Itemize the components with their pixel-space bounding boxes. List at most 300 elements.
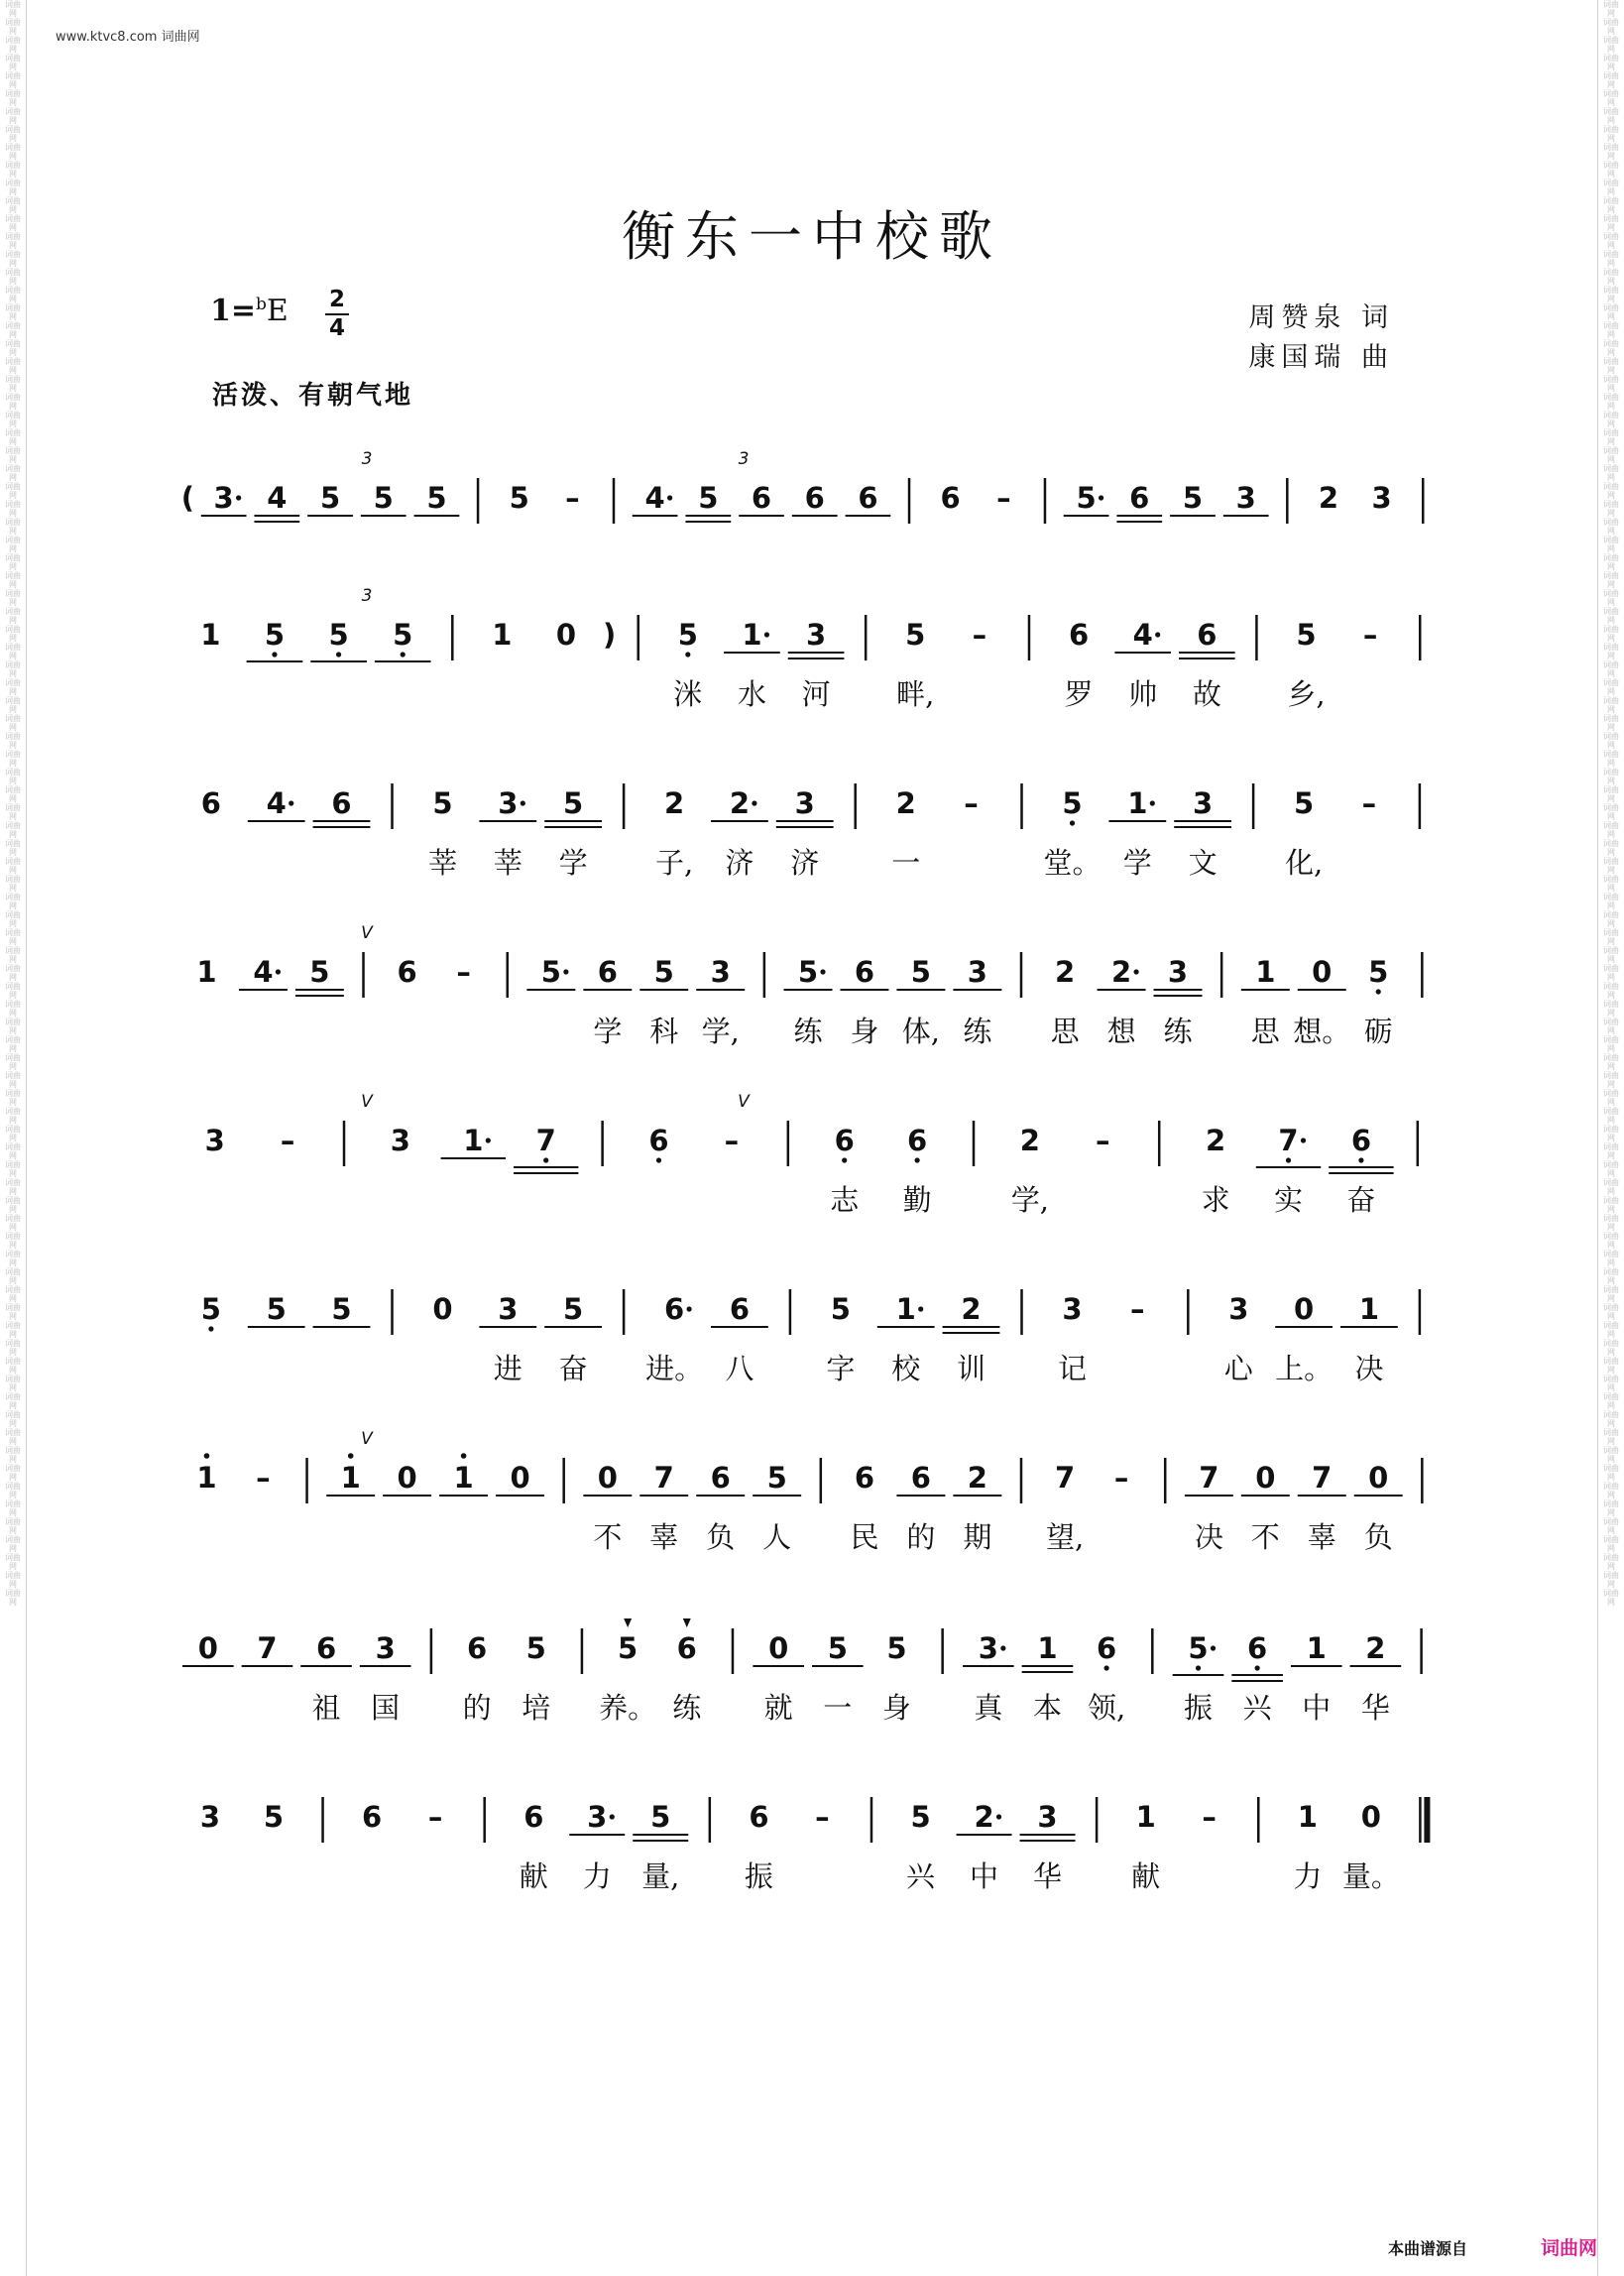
time-signature-bottom: 4: [328, 315, 345, 341]
note: 5: [618, 1631, 638, 1665]
note: 5: [540, 955, 561, 989]
breath-mark: V: [738, 1092, 750, 1112]
note: 6: [397, 955, 417, 989]
augmentation-dot: [996, 1814, 1001, 1819]
lyric-syllable: 培: [522, 1691, 551, 1725]
note: 2: [895, 786, 916, 820]
octave-dot-low: [915, 1157, 920, 1162]
note: 5: [266, 1292, 287, 1326]
lyric-syllable: 身: [850, 1015, 879, 1048]
lyric-syllable: 河: [801, 677, 831, 711]
note: 1: [1037, 1631, 1058, 1665]
note: 7: [1055, 1461, 1076, 1495]
lyric-syllable: 中: [970, 1859, 999, 1893]
footer-brand-logo[interactable]: 词曲网: [1541, 2237, 1598, 2259]
note: 1: [1255, 955, 1276, 989]
note: 6: [1068, 618, 1090, 652]
augmentation-dot: [610, 1814, 615, 1819]
lyric-syllable: 民: [850, 1520, 879, 1554]
note: –: [996, 481, 1011, 515]
note: 3: [710, 955, 731, 989]
note: 6: [676, 1631, 697, 1665]
augmentation-dot: [236, 495, 241, 500]
augmentation-dot: [563, 969, 568, 974]
lyric-syllable: 奋: [558, 1352, 588, 1385]
augmentation-dot: [1150, 800, 1155, 805]
note: 3: [375, 1631, 396, 1665]
lyric-syllable: 记: [1057, 1352, 1088, 1385]
note: 5: [1296, 618, 1317, 652]
note: 5: [886, 1631, 907, 1665]
note: –: [280, 1124, 295, 1157]
note: 6: [200, 786, 221, 820]
note: 5: [319, 481, 341, 515]
augmentation-dot: [1000, 1645, 1005, 1650]
lyric-syllable: 思: [1250, 1015, 1280, 1048]
augmentation-dot: [289, 800, 293, 805]
lyric-syllable: 进: [493, 1352, 522, 1385]
note: 3: [199, 1800, 221, 1834]
lyric-syllable: 的: [906, 1520, 936, 1554]
note: 2: [1365, 1631, 1386, 1665]
lyric-syllable: 辜: [1307, 1520, 1336, 1554]
note: 1: [1127, 786, 1148, 820]
lyric-syllable: 莘: [493, 846, 522, 880]
note: 6: [910, 1461, 931, 1495]
lyric-syllable: 负: [1363, 1520, 1393, 1554]
augmentation-dot: [1133, 969, 1138, 974]
note: 5: [1368, 955, 1389, 989]
note: 3: [204, 1124, 225, 1157]
note: 7: [1199, 1461, 1219, 1495]
lyric-syllable: 华: [1033, 1859, 1063, 1893]
note: 1: [463, 1124, 484, 1157]
note: 6: [751, 481, 772, 515]
note: –: [972, 618, 987, 652]
note: 6: [331, 786, 352, 820]
note: 6: [834, 1124, 855, 1157]
note: ): [603, 618, 617, 652]
note: 5: [200, 1292, 221, 1326]
lyric-syllable: 莘: [427, 846, 458, 880]
note: 3: [390, 1124, 410, 1157]
lyric-syllable: 训: [956, 1352, 986, 1385]
lyric-syllable: 量,: [641, 1859, 680, 1893]
note: 0: [397, 1461, 417, 1495]
note: 3: [498, 1292, 519, 1326]
lyric-syllable: 上。: [1275, 1352, 1334, 1385]
note: 3: [805, 618, 827, 652]
note: –: [1361, 786, 1377, 820]
key-prefix: 1=: [210, 294, 257, 328]
triplet-mark: 3: [361, 449, 373, 469]
augmentation-dot: [687, 1306, 692, 1311]
note: 4: [253, 955, 274, 989]
note: 1: [1358, 1292, 1380, 1326]
lyric-syllable: 心: [1223, 1352, 1253, 1385]
octave-dot-low: [336, 652, 341, 657]
lyric-syllable: 人: [762, 1520, 792, 1554]
lyric-syllable: 体,: [901, 1015, 941, 1048]
augmentation-dot: [918, 1306, 923, 1311]
lyric-syllable: 学,: [701, 1015, 740, 1048]
note: 5: [264, 618, 286, 652]
lyric-syllable: 畔,: [896, 677, 935, 711]
note: 6: [1097, 1631, 1117, 1665]
note: 1: [1306, 1631, 1327, 1665]
note: 4: [644, 481, 665, 515]
lyric-syllable: 八: [725, 1352, 754, 1385]
augmentation-dot: [276, 969, 281, 974]
lyric-syllable: 华: [1360, 1691, 1390, 1725]
lyric-syllable: 堂。: [1043, 846, 1102, 880]
lyric-syllable: 国: [371, 1691, 401, 1725]
note: 4: [266, 786, 287, 820]
lyric-syllable: 量。: [1341, 1859, 1400, 1893]
lyric-syllable: 求: [1201, 1183, 1230, 1217]
note: 5: [328, 618, 349, 652]
note: 2: [664, 786, 685, 820]
note: 1: [742, 618, 762, 652]
note: 5: [432, 786, 453, 820]
octave-dot-low: [1104, 1665, 1109, 1670]
lyric-syllable: 练: [1163, 1015, 1193, 1048]
song-title: 衡东一中校歌: [622, 205, 1002, 269]
lyric-syllable: 兴: [1242, 1691, 1272, 1725]
augmentation-dot: [486, 1138, 491, 1142]
octave-dot-high: [348, 1453, 354, 1459]
note: –: [1113, 1461, 1129, 1495]
note: 1: [453, 1461, 474, 1495]
lyric-syllable: 实: [1274, 1183, 1304, 1217]
note: 3: [967, 955, 987, 989]
note: 6: [858, 481, 878, 515]
lyric-syllable: 罗: [1064, 677, 1094, 711]
octave-dot-high: [461, 1453, 467, 1459]
note: –: [1130, 1292, 1145, 1326]
note: 3: [978, 1631, 998, 1665]
octave-dot-low: [543, 1157, 548, 1162]
note: 5: [797, 955, 819, 989]
note: 6: [523, 1800, 544, 1834]
note: 6: [362, 1800, 383, 1834]
note: 4: [267, 481, 288, 515]
augmentation-dot: [1155, 632, 1160, 637]
note: 6: [804, 481, 825, 515]
lyric-syllable: 化,: [1284, 846, 1324, 880]
note: 2: [961, 1292, 982, 1326]
note: 1: [196, 1461, 217, 1495]
note: 5: [509, 481, 529, 515]
lyric-syllable: 领,: [1087, 1691, 1126, 1725]
note: 6: [907, 1124, 928, 1157]
note: –: [427, 1800, 443, 1834]
footer-source: 本曲谱源自: [1388, 2239, 1468, 2258]
tempo-marking: 活泼、有朝气地: [212, 381, 414, 411]
note: 5: [830, 1292, 851, 1326]
lyric-syllable: 辜: [649, 1520, 679, 1554]
note: 5: [563, 1292, 584, 1326]
note: 6: [1350, 1124, 1372, 1157]
note: 0: [555, 618, 577, 652]
breath-mark: V: [361, 923, 373, 943]
lyric-syllable: 子,: [654, 846, 694, 880]
lyric-syllable: 兴: [906, 1859, 936, 1893]
note: 1: [1135, 1800, 1156, 1834]
lyric-syllable: 决: [1194, 1520, 1223, 1554]
note: 6: [729, 1292, 751, 1326]
octave-dot-low: [685, 652, 690, 657]
lyric-syllable: 校: [891, 1352, 921, 1385]
time-signature-top: 2: [328, 287, 345, 312]
lyric-syllable: 负: [706, 1520, 736, 1554]
lyric-syllable: 就: [763, 1691, 793, 1725]
triplet-mark: 3: [361, 586, 373, 606]
note: 5: [905, 618, 926, 652]
lyric-syllable: 决: [1354, 1352, 1384, 1385]
note: 5: [910, 955, 931, 989]
note: 3: [1167, 955, 1189, 989]
note: 3: [1193, 786, 1214, 820]
note: 5: [426, 481, 447, 515]
octave-dot-low: [208, 1326, 213, 1331]
note: –: [964, 786, 979, 820]
lyric-syllable: 科: [649, 1015, 679, 1048]
note: 2: [1110, 955, 1132, 989]
note: 6: [1247, 1631, 1268, 1665]
note: 7: [257, 1631, 278, 1665]
lyric-syllable: 力: [1293, 1859, 1323, 1893]
lyric-syllable: 献: [519, 1859, 548, 1893]
note: 5: [698, 481, 719, 515]
note: 3: [794, 786, 815, 820]
triplet-mark: 3: [738, 449, 750, 469]
composer-credit: 康国瑞 曲: [1248, 342, 1394, 373]
lyric-syllable: 学: [558, 846, 588, 880]
note: 3: [1228, 1292, 1249, 1326]
note: 5: [373, 481, 394, 515]
note: 5: [910, 1800, 931, 1834]
augmentation-dot: [521, 800, 525, 805]
note: 1: [200, 618, 221, 652]
octave-dot-high: [204, 1453, 210, 1459]
note: 6: [315, 1631, 337, 1665]
note: 3: [587, 1800, 608, 1834]
note: 0: [768, 1631, 789, 1665]
lyric-syllable: 养。: [599, 1691, 657, 1725]
note: 5: [650, 1800, 671, 1834]
note: 6: [1197, 618, 1218, 652]
lyric-syllable: 学: [593, 1015, 623, 1048]
note: 2: [1019, 1124, 1040, 1157]
note: 4: [1132, 618, 1153, 652]
note: 3: [498, 786, 519, 820]
note: 0: [510, 1461, 530, 1495]
lyric-syllable: 期: [963, 1520, 992, 1554]
note: –: [456, 955, 471, 989]
octave-dot-low: [1255, 1665, 1260, 1670]
augmentation-dot: [1301, 1138, 1306, 1142]
note: 5: [525, 1631, 546, 1665]
note: 2: [967, 1461, 987, 1495]
lyric-syllable: 志: [830, 1183, 860, 1217]
note: 6: [467, 1631, 488, 1665]
lyric-syllable: 练: [793, 1015, 823, 1048]
note: 5: [653, 955, 674, 989]
lyric-syllable: 一: [891, 846, 921, 880]
note: 5: [766, 1461, 787, 1495]
note: –: [815, 1800, 830, 1834]
right-watermark-strip: 词曲网 词曲网 词曲网 词曲网 词曲网 词曲网 词曲网 词曲网 词曲网 词曲网 词曲网 词曲网 词曲网 词曲网 词曲网 词曲网 词曲网 词曲网 词曲网 词曲网 词曲网 词曲网 词曲网 词曲网 词曲网 词曲网 词曲网 词曲网 词曲网 词曲网 词曲网 词曲网 词曲网 词曲网 词曲网 词曲网 词曲网 词曲网 词曲网 词曲网 词曲网 词曲网 词曲网 词曲网 词曲网 词曲网 词曲网 词曲网 词曲网 词曲网 词曲网 词曲网 词曲网 词曲网 词曲网 词曲网 词曲网 词曲网 词曲网 词曲网 词曲网 词曲网 词曲网 词曲网 词曲网 词曲网 词曲网 词曲网 词曲网 词曲网 词曲网 词曲网 词曲网 词曲网 词曲网 词曲网 词曲网 词曲网 词曲网 词曲网 词曲网 词曲网 词曲网 词曲网 词曲网 词曲网 词曲网 词曲网 词曲网 词曲网: [1603, 0, 1619, 1607]
note: 1: [895, 1292, 916, 1326]
note: 1: [492, 618, 513, 652]
lyric-syllable: 想: [1106, 1015, 1136, 1048]
lyric-syllable: 济: [725, 846, 754, 880]
lyric-syllable: 文: [1188, 846, 1218, 880]
lyric-syllable: 望,: [1046, 1520, 1085, 1554]
note: 5: [827, 1631, 848, 1665]
note: 0: [1360, 1800, 1381, 1834]
note: 2: [1318, 481, 1339, 515]
lyric-syllable: 济: [790, 846, 820, 880]
note: 5: [1188, 1631, 1209, 1665]
octave-dot-low: [272, 652, 277, 657]
note: 5: [677, 618, 698, 652]
note: 6: [1129, 481, 1150, 515]
note: 6: [648, 1124, 669, 1157]
lyric-syllable: 练: [963, 1015, 992, 1048]
lyric-syllable: 身: [881, 1691, 911, 1725]
note: 5: [1076, 481, 1097, 515]
note: 5: [393, 618, 413, 652]
note: 3: [1037, 1800, 1058, 1834]
note: 6: [597, 955, 618, 989]
note: 3: [213, 481, 234, 515]
lyric-syllable: 想。: [1293, 1015, 1351, 1048]
augmentation-dot: [764, 632, 769, 637]
breath-mark: V: [361, 1429, 373, 1449]
flat-sign: b: [256, 295, 267, 314]
lyric-syllable: 帅: [1128, 677, 1158, 711]
accent-mark: [624, 1618, 632, 1627]
note: 6: [664, 1292, 685, 1326]
note: 3: [1235, 481, 1256, 515]
augmentation-dot: [752, 800, 756, 805]
note: 0: [432, 1292, 453, 1326]
lyric-syllable: 的: [462, 1691, 492, 1725]
augmentation-dot: [1099, 495, 1103, 500]
augmentation-dot: [667, 495, 672, 500]
lyric-syllable: 不: [1250, 1520, 1280, 1554]
note: 0: [597, 1461, 618, 1495]
octave-dot-low: [1358, 1157, 1363, 1162]
lyric-syllable: 中: [1302, 1691, 1332, 1725]
octave-dot-low: [656, 1157, 661, 1162]
lyric-syllable: 振: [1184, 1691, 1214, 1725]
note: 2: [974, 1800, 994, 1834]
note: 1: [1297, 1800, 1318, 1834]
note: (: [180, 481, 195, 515]
octave-dot-low: [1070, 820, 1075, 825]
lyric-syllable: 洣: [673, 677, 703, 711]
note: 3: [1371, 481, 1392, 515]
site-url[interactable]: www.ktvc8.com 词曲网: [56, 30, 200, 45]
lyric-syllable: 一: [823, 1691, 853, 1725]
lyric-syllable: 奋: [1346, 1183, 1376, 1217]
lyric-syllable: 振: [744, 1859, 773, 1893]
lyric-syllable: 勤: [902, 1183, 932, 1217]
lyric-syllable: 字: [826, 1352, 856, 1385]
note: –: [565, 481, 580, 515]
lyric-syllable: 献: [1131, 1859, 1161, 1893]
lyric-syllable: 学,: [1010, 1183, 1050, 1217]
lyric-syllable: 学: [1122, 846, 1152, 880]
note: –: [1362, 618, 1378, 652]
note: 1: [340, 1461, 361, 1495]
note: 5: [331, 1292, 352, 1326]
note: 7: [1312, 1461, 1333, 1495]
note: 7: [535, 1124, 556, 1157]
note: 3: [1062, 1292, 1083, 1326]
note: 5: [1062, 786, 1083, 820]
note: 0: [197, 1631, 218, 1665]
octave-dot-low: [1286, 1157, 1291, 1162]
note: 7: [653, 1461, 674, 1495]
left-watermark-strip: 词曲网 词曲网 词曲网 词曲网 词曲网 词曲网 词曲网 词曲网 词曲网 词曲网 词曲网 词曲网 词曲网 词曲网 词曲网 词曲网 词曲网 词曲网 词曲网 词曲网 词曲网 词曲网 词曲网 词曲网 词曲网 词曲网 词曲网 词曲网 词曲网 词曲网 词曲网 词曲网 词曲网 词曲网 词曲网 词曲网 词曲网 词曲网 词曲网 词曲网 词曲网 词曲网 词曲网 词曲网 词曲网 词曲网 词曲网 词曲网 词曲网 词曲网 词曲网 词曲网 词曲网 词曲网 词曲网 词曲网 词曲网 词曲网 词曲网 词曲网 词曲网 词曲网 词曲网 词曲网 词曲网 词曲网 词曲网 词曲网 词曲网 词曲网 词曲网 词曲网 词曲网 词曲网 词曲网 词曲网 词曲网 词曲网 词曲网 词曲网 词曲网 词曲网 词曲网 词曲网 词曲网 词曲网 词曲网 词曲网 词曲网 词曲网: [5, 0, 21, 1607]
breath-mark: V: [361, 1092, 373, 1112]
accent-mark: [683, 1618, 691, 1627]
note: 1: [196, 955, 217, 989]
octave-dot-low: [1196, 1665, 1201, 1670]
lyric-syllable: 故: [1192, 677, 1221, 711]
lyric-syllable: 力: [582, 1859, 612, 1893]
lyric-syllable: 水: [737, 677, 766, 711]
lyric-syllable: 真: [974, 1691, 1003, 1725]
augmentation-dot: [1211, 1645, 1216, 1650]
note: 2: [1055, 955, 1076, 989]
note: 0: [1255, 1461, 1276, 1495]
note: 5: [1294, 786, 1315, 820]
note: 0: [1312, 955, 1333, 989]
note: –: [1096, 1124, 1110, 1157]
lyric-syllable: 进。: [645, 1352, 704, 1385]
octave-dot-low: [401, 652, 406, 657]
note: 5: [309, 955, 330, 989]
note: –: [1202, 1800, 1217, 1834]
lyric-syllable: 不: [593, 1520, 623, 1554]
note: 2: [729, 786, 751, 820]
lyric-syllable: 祖: [311, 1691, 341, 1725]
note: 0: [1368, 1461, 1389, 1495]
augmentation-dot: [820, 969, 825, 974]
note: –: [256, 1461, 271, 1495]
note: 2: [1206, 1124, 1226, 1157]
lyric-syllable: 乡,: [1287, 677, 1326, 711]
note: 6: [940, 481, 961, 515]
note: 5: [1182, 481, 1204, 515]
lyricist-credit: 周赞泉 词: [1248, 302, 1394, 333]
octave-dot-low: [1376, 989, 1381, 994]
lyric-syllable: 本: [1032, 1691, 1062, 1725]
note: 7: [1278, 1124, 1299, 1157]
lyric-syllable: 练: [672, 1691, 702, 1725]
note: 6: [854, 1461, 875, 1495]
key-letter: E: [266, 294, 289, 328]
note: 6: [854, 955, 875, 989]
octave-dot-low: [842, 1157, 847, 1162]
lyric-syllable: 思: [1050, 1015, 1080, 1048]
lyric-syllable: 砺: [1363, 1015, 1393, 1048]
